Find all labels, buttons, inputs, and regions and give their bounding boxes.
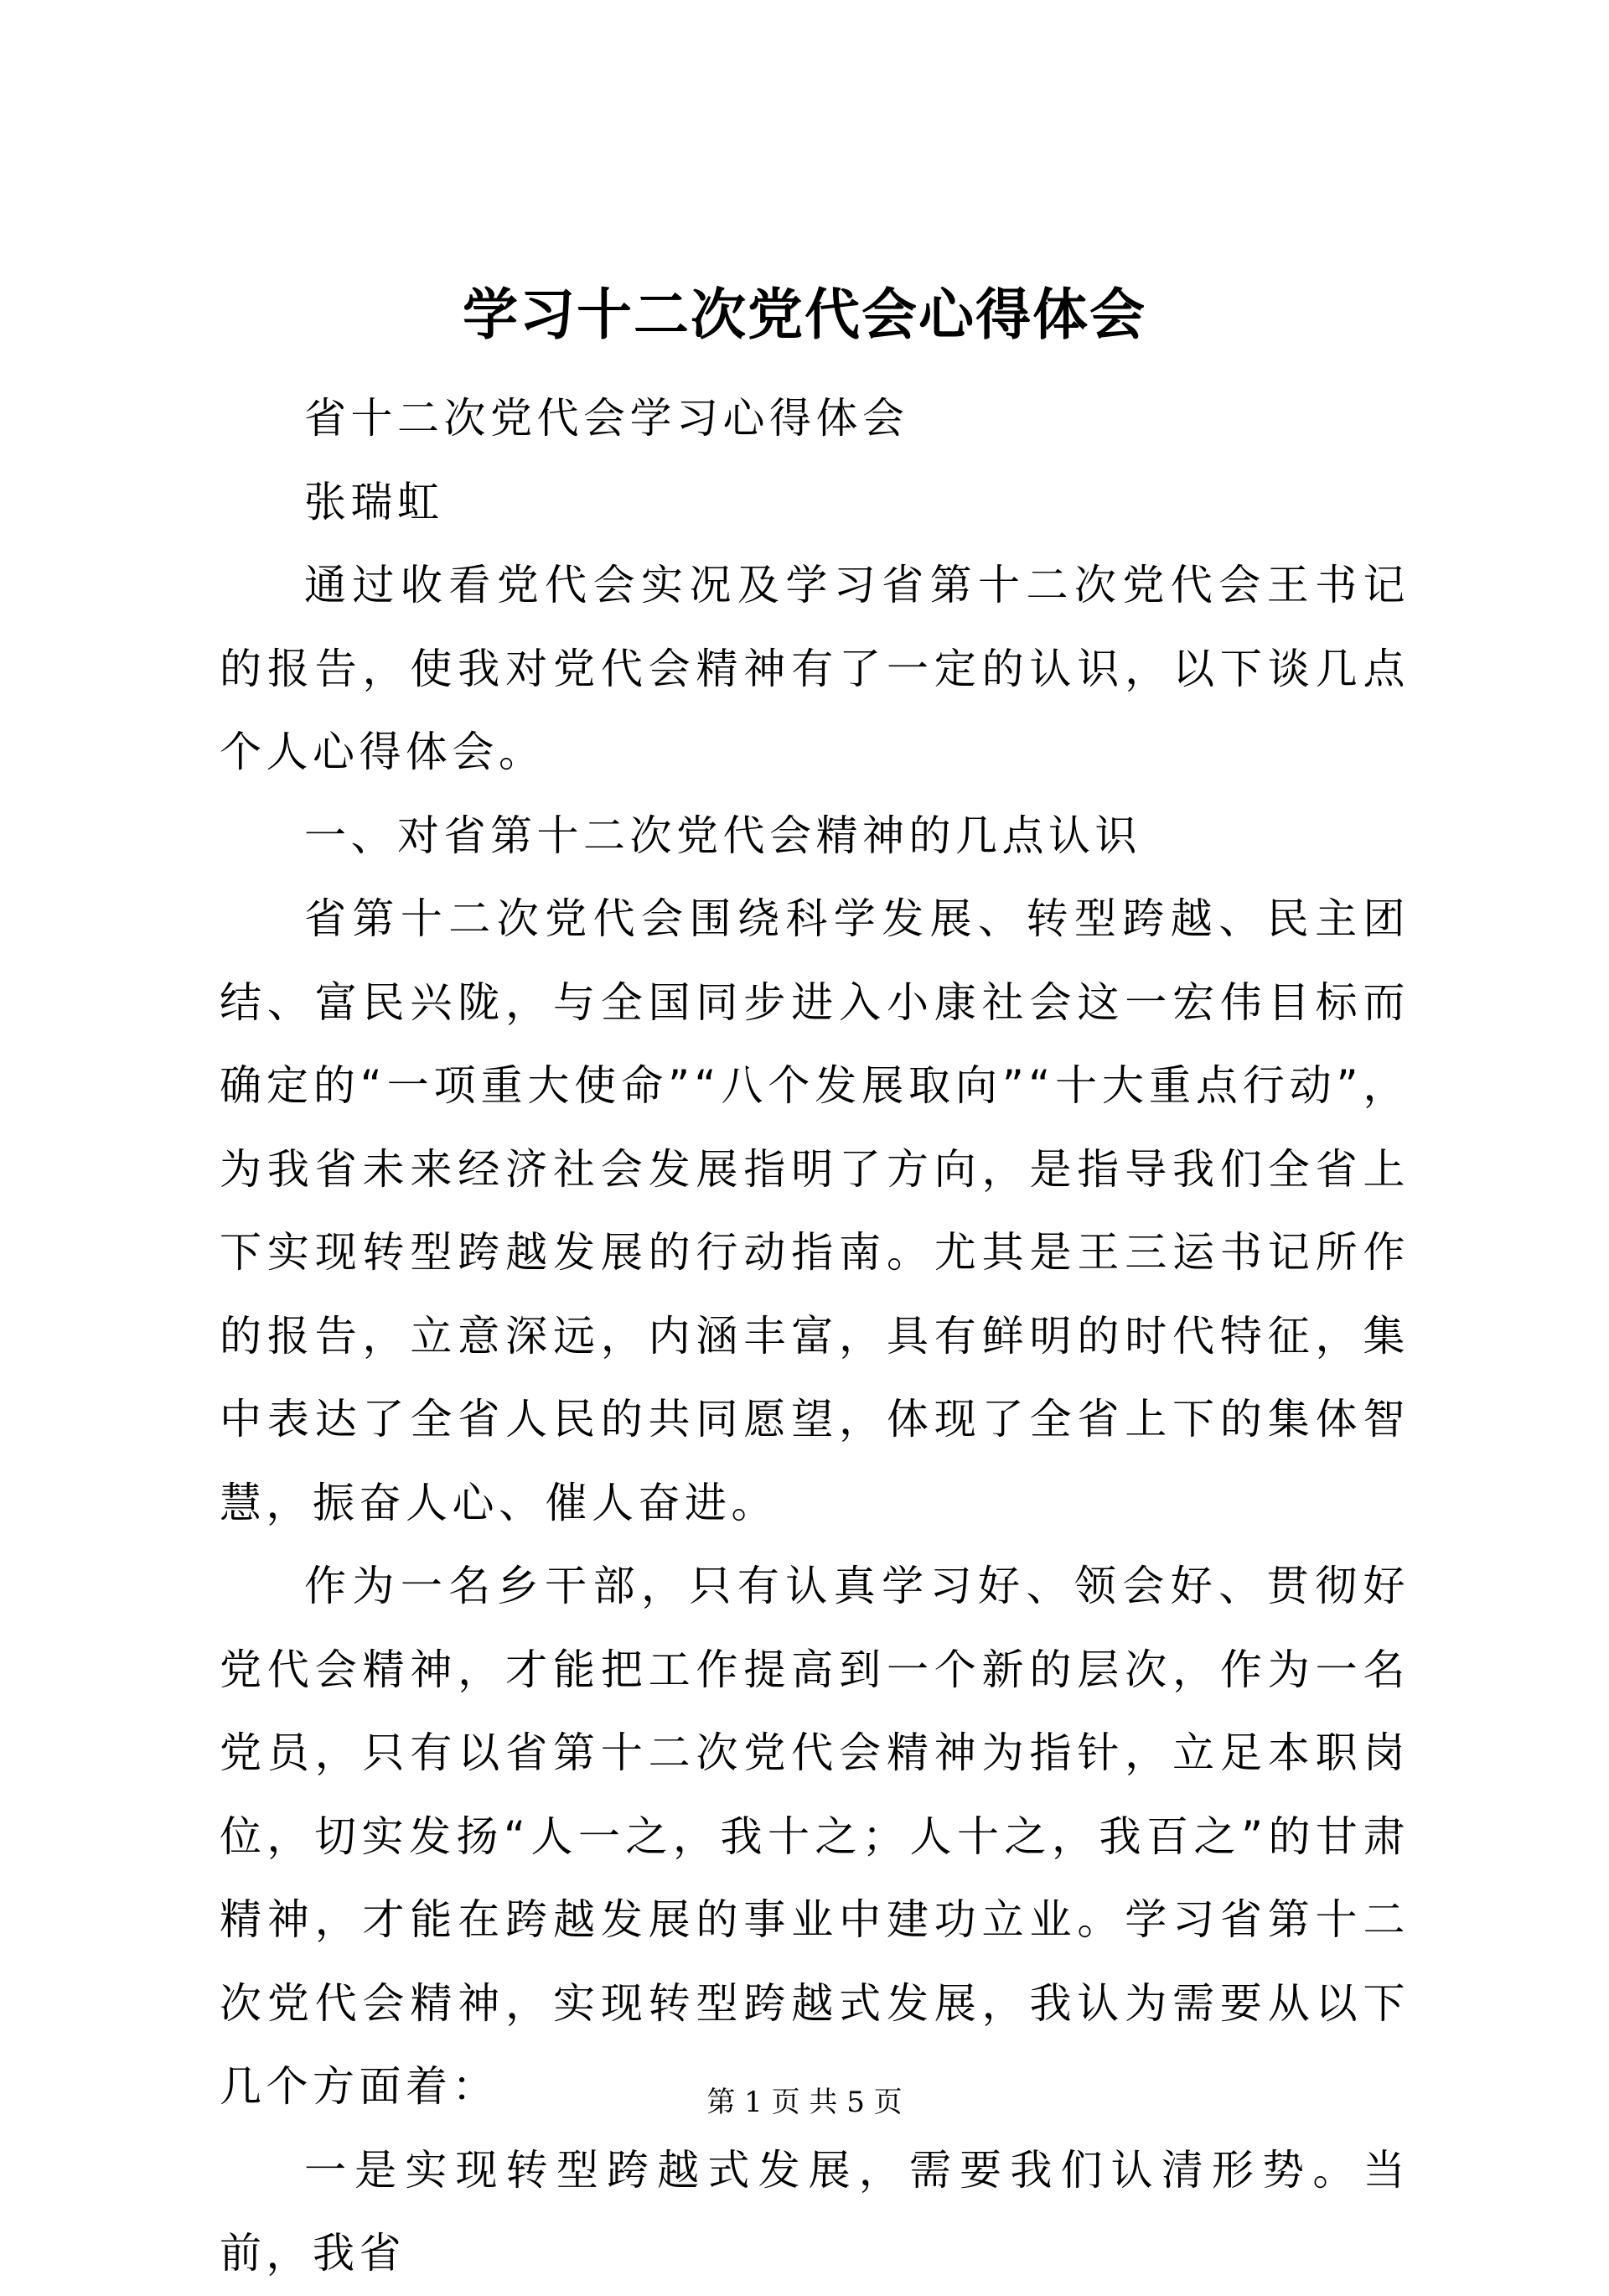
body-paragraph: 作为一名乡干部，只有认真学习好、领会好、贯彻好党代会精神，才能把工作提高到一个新的层次，作为一名党员，只有以省第十二次党代会精神为指针，立足本职岗位，切实发扬“人一之，我十之；人十之，我百之”的甘肃精神，才能在跨越发展的事业中建功立业。学习省第十二次党代会精神，实现转型跨越式发展，我认为需要从以下几个方面着： xyxy=(220,1562,1410,2111)
section-heading: 一、对省第十二次党代会精神的几点认识 xyxy=(304,811,1141,860)
page-title: 学习十二次党代会心得体会 xyxy=(463,282,1146,347)
body-paragraph: 一是实现转型跨越式发展，需要我们认清形势。当前，我省 xyxy=(220,2145,1410,2278)
document-body xyxy=(220,377,1410,2296)
subtitle-paragraph: 省十二次党代会学习心得体会 xyxy=(304,394,909,443)
body-paragraph: 通过收看党代会实况及学习省第十二次党代会王书记的报告，使我对党代会精神有了一定的认识，以下谈几点个人心得体会。 xyxy=(220,561,1410,776)
page-number: 第 1 页 共 5 页 xyxy=(706,2086,903,2119)
page-footer xyxy=(0,2084,1609,2121)
body-paragraph: 省第十二次党代会围绕科学发展、转型跨越、民主团结、富民兴陇，与全国同步进入小康社会这一宏伟目标而确定的“一项重大使命”“八个发展取向”“十大重点行动”，为我省未来经济社会发展指明了方向，是指导我们全省上下实现转型跨越发展的行动指南。尤其是王三运书记所作的报告，立意深远，内涵丰富，具有鲜明的时代特征，集中表达了全省人民的共同愿望，体现了全省上下的集体智慧，振奋人心、催人奋进。 xyxy=(220,894,1410,1527)
author-paragraph: 张瑞虹 xyxy=(304,477,444,526)
